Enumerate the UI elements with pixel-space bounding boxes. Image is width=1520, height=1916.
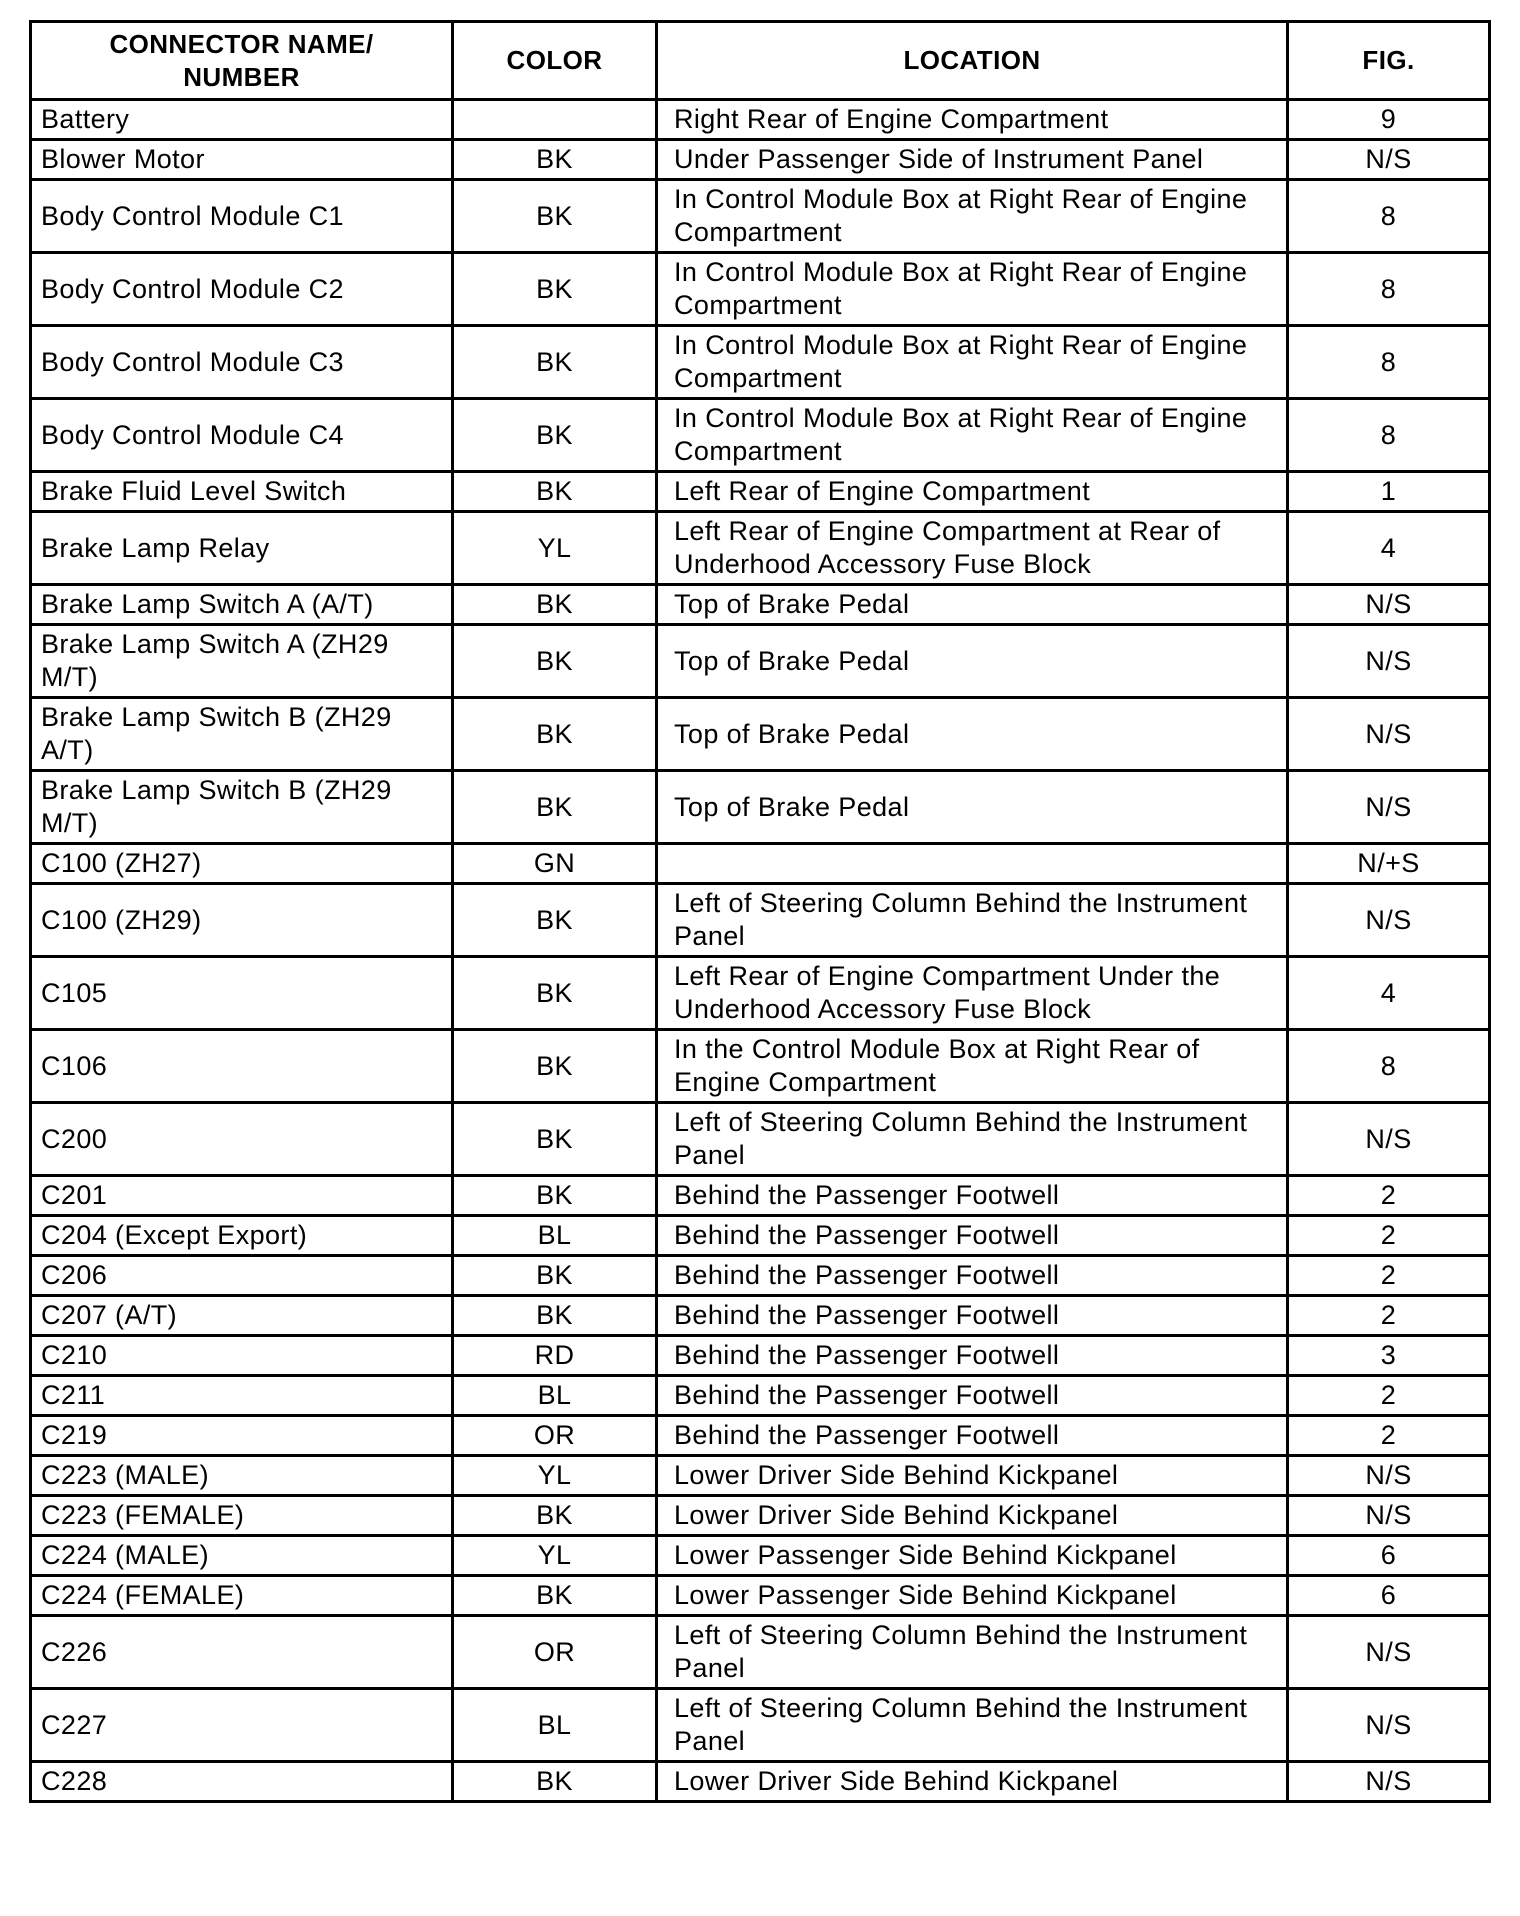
connector-name-cell: Body Control Module C1 [31, 180, 453, 253]
fig-cell: 8 [1288, 1030, 1490, 1103]
table-row [31, 326, 1490, 399]
table-row [31, 844, 1490, 884]
connector-name-cell: Brake Lamp Switch A (A/T) [31, 585, 453, 625]
location-cell: Left of Steering Column Behind the Instrument Panel [657, 1103, 1288, 1176]
connector-name-cell: C201 [31, 1176, 453, 1216]
fig-cell: 2 [1288, 1256, 1490, 1296]
table-row [31, 1256, 1490, 1296]
color-cell: BK [453, 698, 657, 771]
fig-cell: N/S [1288, 1103, 1490, 1176]
color-cell: BK [453, 1296, 657, 1336]
connector-name-cell: C223 (MALE) [31, 1456, 453, 1496]
location-cell: Lower Driver Side Behind Kickpanel [657, 1762, 1288, 1802]
location-cell: Left Rear of Engine Compartment at Rear of Underhood Accessory Fuse Block [657, 512, 1288, 585]
location-cell: Left Rear of Engine Compartment [657, 472, 1288, 512]
fig-cell: 2 [1288, 1296, 1490, 1336]
header-color: COLOR [453, 22, 657, 100]
connector-name-cell: C100 (ZH29) [31, 884, 453, 957]
location-cell: Behind the Passenger Footwell [657, 1176, 1288, 1216]
fig-cell: 9 [1288, 100, 1490, 140]
location-cell: Top of Brake Pedal [657, 698, 1288, 771]
connector-name-cell: C223 (FEMALE) [31, 1496, 453, 1536]
location-cell: Behind the Passenger Footwell [657, 1256, 1288, 1296]
location-cell: Left of Steering Column Behind the Instrument Panel [657, 1689, 1288, 1762]
table-row [31, 771, 1490, 844]
color-cell: BK [453, 253, 657, 326]
location-cell: Lower Driver Side Behind Kickpanel [657, 1456, 1288, 1496]
color-cell: BK [453, 1256, 657, 1296]
color-cell: YL [453, 1456, 657, 1496]
color-cell: BL [453, 1376, 657, 1416]
location-cell: Left of Steering Column Behind the Instrument Panel [657, 1616, 1288, 1689]
location-cell: Behind the Passenger Footwell [657, 1336, 1288, 1376]
fig-cell: N/S [1288, 771, 1490, 844]
location-cell: Behind the Passenger Footwell [657, 1216, 1288, 1256]
color-cell: BK [453, 884, 657, 957]
connector-name-cell: C106 [31, 1030, 453, 1103]
color-cell: BK [453, 1103, 657, 1176]
connector-table-sheet [29, 20, 1488, 1803]
fig-cell: N/S [1288, 1762, 1490, 1802]
location-cell: In the Control Module Box at Right Rear of Engine Compartment [657, 1030, 1288, 1103]
color-cell: BK [453, 957, 657, 1030]
location-cell: In Control Module Box at Right Rear of Engine Compartment [657, 180, 1288, 253]
location-cell: In Control Module Box at Right Rear of Engine Compartment [657, 399, 1288, 472]
table-row [31, 1296, 1490, 1336]
connector-name-cell: C224 (FEMALE) [31, 1576, 453, 1616]
connector-name-cell: Brake Lamp Switch B (ZH29 A/T) [31, 698, 453, 771]
fig-cell: 2 [1288, 1376, 1490, 1416]
connector-name-cell: C228 [31, 1762, 453, 1802]
fig-cell: N/S [1288, 140, 1490, 180]
connector-name-cell: C100 (ZH27) [31, 844, 453, 884]
connector-name-cell: C226 [31, 1616, 453, 1689]
fig-cell: 6 [1288, 1576, 1490, 1616]
color-cell: BK [453, 1176, 657, 1216]
location-cell: Behind the Passenger Footwell [657, 1296, 1288, 1336]
color-cell: RD [453, 1336, 657, 1376]
location-cell: Left of Steering Column Behind the Instrument Panel [657, 884, 1288, 957]
table-row [31, 253, 1490, 326]
table-row [31, 1576, 1490, 1616]
table-row [31, 1536, 1490, 1576]
color-cell: BK [453, 1496, 657, 1536]
location-cell: Behind the Passenger Footwell [657, 1376, 1288, 1416]
table-header [31, 22, 1490, 100]
table-row [31, 585, 1490, 625]
color-cell: BK [453, 771, 657, 844]
connector-name-cell: Body Control Module C4 [31, 399, 453, 472]
fig-cell: N/S [1288, 698, 1490, 771]
color-cell: BK [453, 625, 657, 698]
fig-cell: N/S [1288, 1456, 1490, 1496]
table-row [31, 472, 1490, 512]
fig-cell: 4 [1288, 512, 1490, 585]
fig-cell: N/S [1288, 1689, 1490, 1762]
connector-name-cell: Blower Motor [31, 140, 453, 180]
connector-name-cell: Brake Lamp Switch B (ZH29 M/T) [31, 771, 453, 844]
color-cell: OR [453, 1616, 657, 1689]
connector-name-cell: Body Control Module C2 [31, 253, 453, 326]
location-cell: Under Passenger Side of Instrument Panel [657, 140, 1288, 180]
fig-cell: 1 [1288, 472, 1490, 512]
fig-cell: 8 [1288, 253, 1490, 326]
table-row [31, 399, 1490, 472]
color-cell: BK [453, 399, 657, 472]
location-cell: Top of Brake Pedal [657, 625, 1288, 698]
color-cell: YL [453, 512, 657, 585]
header-connector-name: CONNECTOR NAME/ NUMBER [31, 22, 453, 100]
location-cell [657, 844, 1288, 884]
table-body [31, 100, 1490, 1802]
connector-name-cell: C210 [31, 1336, 453, 1376]
color-cell: BK [453, 180, 657, 253]
table-row [31, 1762, 1490, 1802]
table-row [31, 698, 1490, 771]
fig-cell: N/S [1288, 585, 1490, 625]
location-cell: In Control Module Box at Right Rear of Engine Compartment [657, 253, 1288, 326]
header-location: LOCATION [657, 22, 1288, 100]
location-cell: Lower Driver Side Behind Kickpanel [657, 1496, 1288, 1536]
fig-cell: 8 [1288, 399, 1490, 472]
color-cell: BK [453, 1030, 657, 1103]
color-cell: BK [453, 1576, 657, 1616]
color-cell: BK [453, 472, 657, 512]
connector-name-cell: Brake Lamp Relay [31, 512, 453, 585]
location-cell: In Control Module Box at Right Rear of Engine Compartment [657, 326, 1288, 399]
location-cell: Behind the Passenger Footwell [657, 1416, 1288, 1456]
connector-name-cell: C211 [31, 1376, 453, 1416]
color-cell: BK [453, 326, 657, 399]
connector-name-cell: C219 [31, 1416, 453, 1456]
location-cell: Right Rear of Engine Compartment [657, 100, 1288, 140]
header-row [31, 22, 1490, 100]
color-cell: BL [453, 1216, 657, 1256]
location-cell: Lower Passenger Side Behind Kickpanel [657, 1536, 1288, 1576]
table-row [31, 512, 1490, 585]
header-fig: FIG. [1288, 22, 1490, 100]
fig-cell: N/+S [1288, 844, 1490, 884]
connector-table [29, 20, 1491, 1803]
fig-cell: 8 [1288, 180, 1490, 253]
table-row [31, 1416, 1490, 1456]
fig-cell: N/S [1288, 1496, 1490, 1536]
table-row [31, 1496, 1490, 1536]
fig-cell: 8 [1288, 326, 1490, 399]
connector-name-cell: C105 [31, 957, 453, 1030]
location-cell: Top of Brake Pedal [657, 771, 1288, 844]
table-row [31, 884, 1490, 957]
color-cell: BK [453, 140, 657, 180]
table-row [31, 1336, 1490, 1376]
table-row [31, 957, 1490, 1030]
color-cell: BK [453, 1762, 657, 1802]
connector-name-cell: C227 [31, 1689, 453, 1762]
fig-cell: N/S [1288, 884, 1490, 957]
color-cell: BK [453, 585, 657, 625]
connector-name-cell: C200 [31, 1103, 453, 1176]
connector-name-cell: Brake Fluid Level Switch [31, 472, 453, 512]
connector-name-cell: C206 [31, 1256, 453, 1296]
color-cell [453, 100, 657, 140]
connector-name-cell: Body Control Module C3 [31, 326, 453, 399]
fig-cell: N/S [1288, 625, 1490, 698]
table-row [31, 625, 1490, 698]
color-cell: GN [453, 844, 657, 884]
color-cell: BL [453, 1689, 657, 1762]
location-cell: Top of Brake Pedal [657, 585, 1288, 625]
connector-name-cell: C207 (A/T) [31, 1296, 453, 1336]
table-row [31, 100, 1490, 140]
color-cell: YL [453, 1536, 657, 1576]
table-row [31, 1689, 1490, 1762]
color-cell: OR [453, 1416, 657, 1456]
fig-cell: 3 [1288, 1336, 1490, 1376]
location-cell: Lower Passenger Side Behind Kickpanel [657, 1576, 1288, 1616]
table-row [31, 1216, 1490, 1256]
fig-cell: 6 [1288, 1536, 1490, 1576]
location-cell: Left Rear of Engine Compartment Under the Underhood Accessory Fuse Block [657, 957, 1288, 1030]
table-row [31, 1456, 1490, 1496]
table-row [31, 140, 1490, 180]
connector-name-cell: Battery [31, 100, 453, 140]
fig-cell: 2 [1288, 1416, 1490, 1456]
connector-name-cell: C204 (Except Export) [31, 1216, 453, 1256]
table-row [31, 1030, 1490, 1103]
table-row [31, 180, 1490, 253]
table-row [31, 1176, 1490, 1216]
table-row [31, 1376, 1490, 1416]
fig-cell: 2 [1288, 1176, 1490, 1216]
connector-name-cell: C224 (MALE) [31, 1536, 453, 1576]
table-row [31, 1616, 1490, 1689]
fig-cell: 4 [1288, 957, 1490, 1030]
fig-cell: N/S [1288, 1616, 1490, 1689]
fig-cell: 2 [1288, 1216, 1490, 1256]
connector-name-cell: Brake Lamp Switch A (ZH29 M/T) [31, 625, 453, 698]
table-row [31, 1103, 1490, 1176]
